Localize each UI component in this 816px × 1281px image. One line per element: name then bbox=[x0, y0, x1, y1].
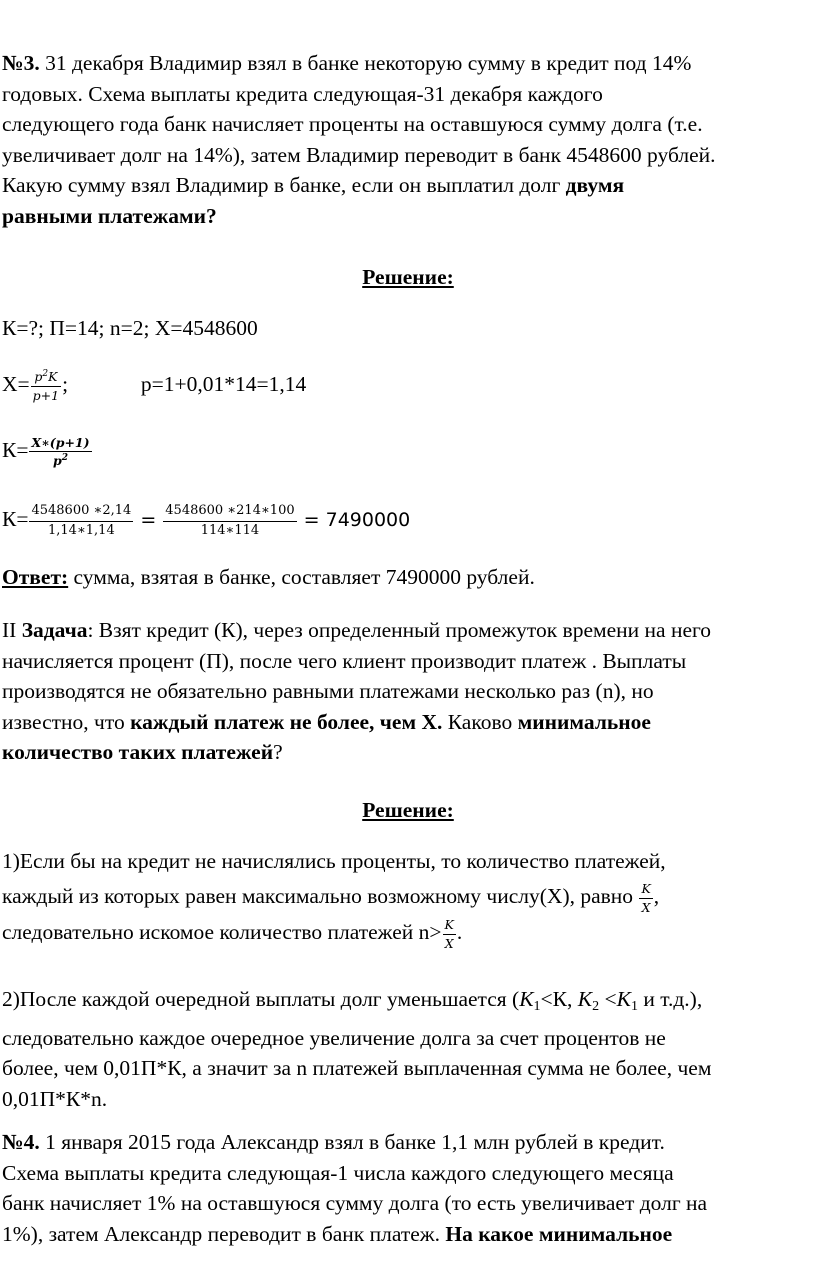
problem-4-line-1: №4. 1 января 2015 года Александр взял в банке 1,1 млн рублей в кредит. bbox=[2, 1130, 665, 1154]
given-values: К=?; П=14; n=2; Х=4548600 bbox=[2, 316, 258, 340]
fraction-k-over-x: $\frac{K}{X}$ bbox=[641, 880, 651, 915]
fraction-calc-1: $\frac{4548600 ∗2,14}{1,14∗1,14}$ bbox=[31, 503, 132, 538]
p-formula: p=1+0,01*14=1,14 bbox=[140, 372, 307, 396]
problem-3-line-1: №3. 31 декабря Владимир взял в банке некоторую сумму в кредит под 14% bbox=[2, 51, 692, 75]
fraction-x: $\frac{p^2K}{p+1}$ bbox=[32, 368, 60, 403]
solution-heading-2: Решение: bbox=[362, 798, 454, 822]
task-2-line-2: начисляется процент (П), после чего клиент производит платеж . Выплаты bbox=[2, 648, 687, 673]
solution-2-point-2: 2)После каждой очередной выплаты долг уменьшается ($K_1<К$, $K_2 <K_1$ и т.д.), следовательно каждое очередное увеличение долга за счет процентов не более, чем 0,01П*К, а значит за n платежей выплаченная сумма не более, чем 0,01П*К*n. bbox=[2, 987, 712, 1111]
task-2-line-5: количество таких платежей? bbox=[2, 740, 283, 765]
fraction-k: $\frac{X∗(p+1)}{p^2}$ bbox=[31, 434, 90, 469]
problem-3 bbox=[2, 48, 810, 232]
fraction-k-over-x-2: $\frac{K}{X}$ bbox=[444, 917, 454, 951]
task-2-line-1: II Задача: Взят кредит (К), через определенный промежуток времени на него bbox=[2, 618, 712, 642]
answer-label: Ответ: bbox=[2, 565, 69, 589]
task-2-line-4: известно, что каждый платеж не более, чем Х. Каково минимальное bbox=[2, 709, 651, 734]
formula-k: К= $\frac{X∗(p+1)}{p^2}$ bbox=[2, 434, 90, 469]
calculation: К= $\frac{4548600 ∗2,14}{1,14∗1,14}$ = $\frac{4548600 ∗214∗100}{114∗114}$ = 7490000 bbox=[2, 503, 411, 538]
formula-x: Х= $\frac{p^2K}{p+1}$ ; p=1+0,01*14=1,14 bbox=[2, 368, 307, 403]
answer: Ответ: сумма, взятая в банке, составляет 7490000 рублей. bbox=[2, 565, 535, 589]
solution-2-point-1: 1)Если бы на кредит не начислялись проценты, то количество платежей, каждый из которых равен максимально возможному числу(Х), равно $\frac{K}{X}$ , следовательно искомое количество платежей n> $\frac{K}{X}$ . bbox=[2, 849, 666, 951]
solution-heading: Решение: bbox=[362, 265, 454, 289]
problem-3-line-6: равными платежами? bbox=[2, 203, 217, 228]
problem-3-line-2: годовых. Схема выплаты кредита следующая-31 декабря каждого bbox=[2, 81, 603, 106]
calc-result: = 7490000 bbox=[297, 509, 411, 531]
fraction-calc-2: $\frac{4548600 ∗214∗100}{114∗114}$ bbox=[165, 503, 295, 538]
task-2-line-3: производятся не обязательно равными платежами несколько раз (n), но bbox=[2, 679, 654, 704]
problem-number: №3. bbox=[2, 51, 40, 75]
problem-4: №4. 1 января 2015 года Александр взял в банке 1,1 млн рублей в кредит. Схема выплаты кредита следующая-1 числа каждого следующего месяца банк начисляет 1% на оставшуюся сумму долга (то есть увеличивает долг на 1%), затем Александр переводит в банк платеж. На какое минимальное bbox=[2, 1127, 810, 1249]
problem-3-line-3: следующего года банк начисляет проценты на оставшуюся сумму долга (т.е. bbox=[2, 112, 703, 137]
task-2 bbox=[2, 615, 810, 768]
problem-3-line-5: Какую сумму взял Владимир в банке, если он выплатил долг двумя bbox=[2, 173, 625, 198]
problem-3-line-4: увеличивает долг на 14%), затем Владимир переводит в банк 4548600 рублей. bbox=[2, 142, 716, 167]
